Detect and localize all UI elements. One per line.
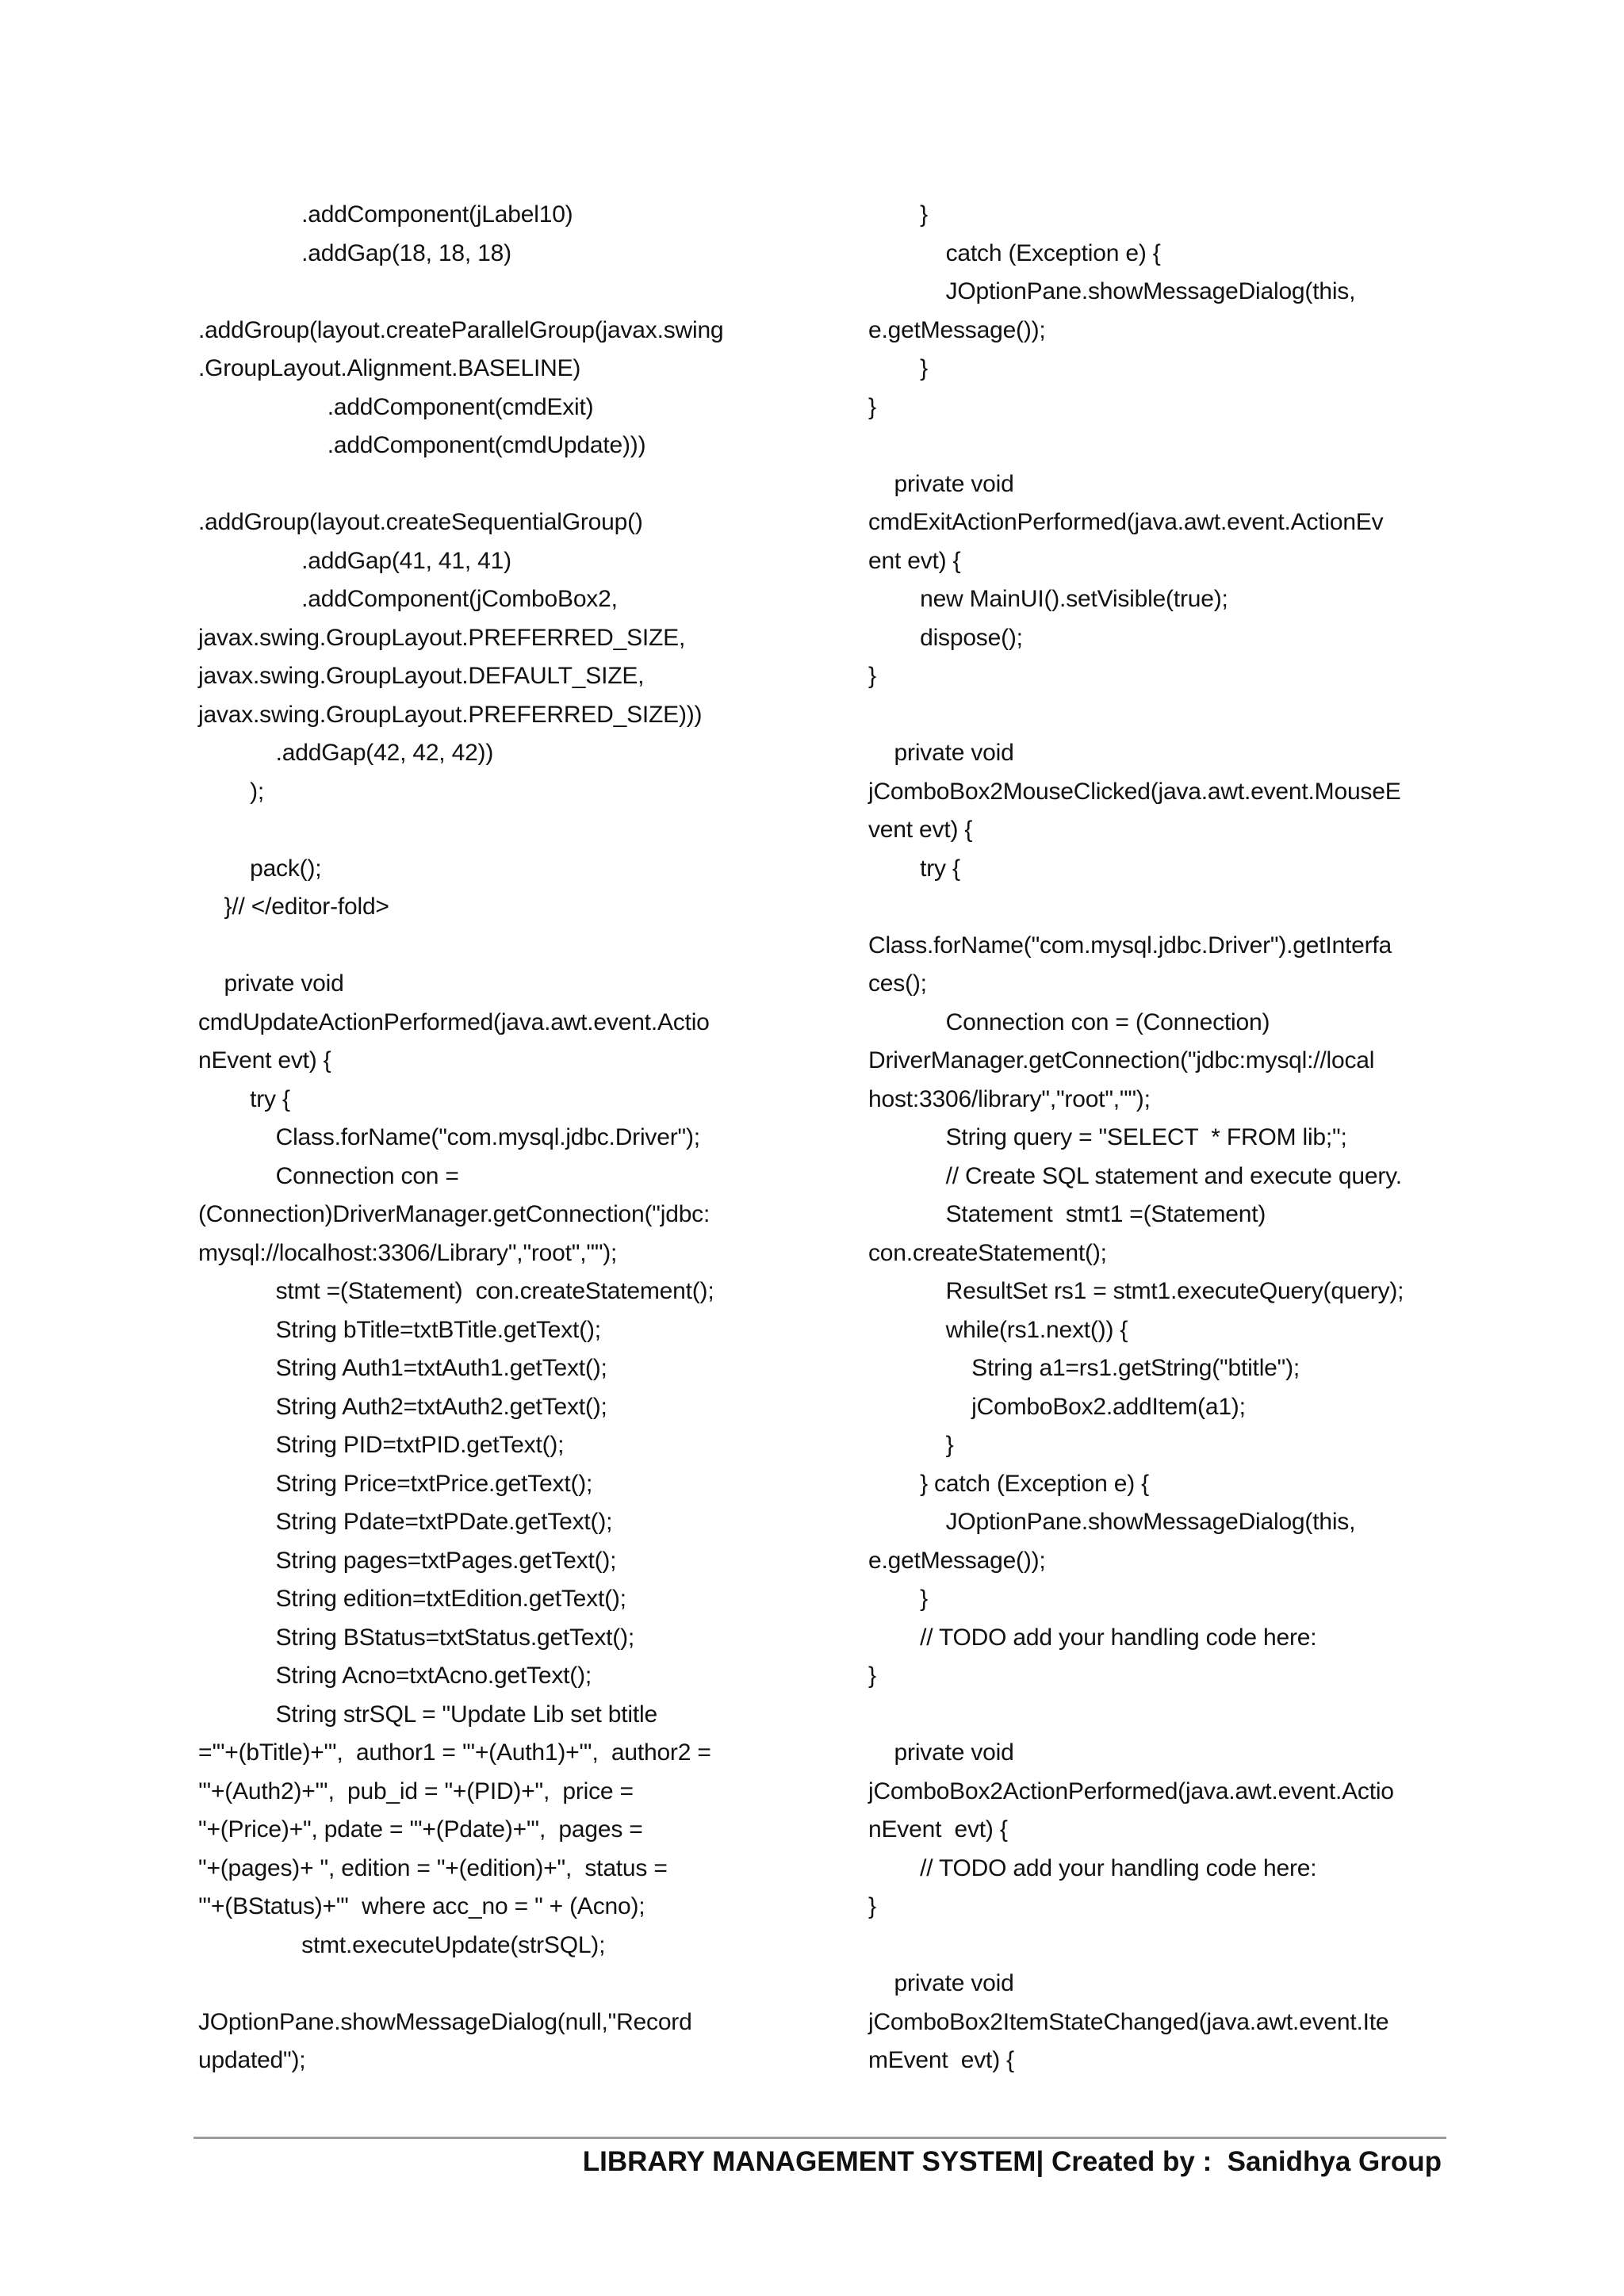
code-line <box>198 927 785 966</box>
code-line <box>198 273 785 312</box>
code-line: Connection con = <box>198 1162 459 1189</box>
code-line: updated"); <box>198 2047 306 2073</box>
code-line: .addGroup(layout.createSequentialGroup() <box>198 509 643 535</box>
code-line: private void <box>868 1970 1014 1996</box>
code-line: pack(); <box>198 855 322 882</box>
code-line: } <box>868 1893 876 1919</box>
code-line: } <box>868 393 876 420</box>
code-line: stmt.executeUpdate(strSQL); <box>198 1931 606 1958</box>
code-line: } catch (Exception e) { <box>868 1470 1149 1497</box>
code-line <box>868 888 1455 927</box>
code-line: String Auth1=txtAuth1.getText(); <box>198 1355 607 1381</box>
code-line: .addComponent(jComboBox2, <box>198 586 618 612</box>
code-line: } <box>868 663 876 689</box>
code-line <box>198 1965 785 2003</box>
code-line: cmdUpdateActionPerformed(java.awt.event.Actio <box>198 1008 710 1035</box>
code-line: ='"+(bTitle)+"', author1 = '"+(Auth1)+"', author2 = <box>198 1739 711 1766</box>
code-line: e.getMessage()); <box>868 1547 1046 1574</box>
code-line: } <box>868 1586 928 1612</box>
code-line: .addGroup(layout.createParallelGroup(javax.swing <box>198 316 724 343</box>
code-line: String PID=txtPID.getText(); <box>198 1432 565 1458</box>
code-line: Class.forName("com.mysql.jdbc.Driver").getInterfa <box>868 932 1392 959</box>
code-line: } <box>868 355 928 381</box>
code-line: } <box>868 1663 876 1689</box>
code-line: host:3306/library","root",""); <box>868 1085 1151 1112</box>
code-line: vent evt) { <box>868 817 973 843</box>
code-line: con.createStatement(); <box>868 1239 1107 1266</box>
code-line: String BStatus=txtStatus.getText(); <box>198 1624 634 1651</box>
code-line: String bTitle=txtBTitle.getText(); <box>198 1316 601 1343</box>
code-line <box>198 465 785 504</box>
code-line: }// </editor-fold> <box>198 894 389 920</box>
code-column-right <box>868 196 1455 2080</box>
code-line: nEvent evt) { <box>868 1816 1008 1843</box>
code-line: jComboBox2ActionPerformed(java.awt.event.Actio <box>868 1777 1394 1804</box>
code-line: javax.swing.GroupLayout.DEFAULT_SIZE, <box>198 663 645 689</box>
code-line: cmdExitActionPerformed(java.awt.event.ActionEv <box>868 509 1384 535</box>
code-line: .addGap(42, 42, 42)) <box>198 740 494 766</box>
code-line: ces(); <box>868 970 927 997</box>
code-line: ); <box>198 778 265 805</box>
code-line: JOptionPane.showMessageDialog(this, <box>868 278 1356 304</box>
code-line: // TODO add your handling code here: <box>868 1624 1317 1651</box>
code-column-left <box>198 196 785 2080</box>
code-line: .addGap(18, 18, 18) <box>198 239 511 266</box>
code-line: jComboBox2.addItem(a1); <box>868 1393 1246 1420</box>
code-line: String a1=rs1.getString("btitle"); <box>868 1355 1300 1381</box>
code-line: dispose(); <box>868 624 1023 651</box>
code-line: jComboBox2MouseClicked(java.awt.event.MouseE <box>868 778 1401 805</box>
code-line: mEvent evt) { <box>868 2047 1014 2073</box>
code-line: String strSQL = "Update Lib set btitle <box>198 1701 657 1728</box>
code-line: while(rs1.next()) { <box>868 1316 1128 1343</box>
code-line: Statement stmt1 =(Statement) <box>868 1201 1266 1227</box>
code-line: private void <box>198 970 344 997</box>
code-line: .addComponent(jLabel10) <box>198 201 573 228</box>
code-line: String query = "SELECT * FROM lib;"; <box>868 1124 1347 1150</box>
code-line: String Pdate=txtPDate.getText(); <box>198 1509 613 1535</box>
code-line <box>868 696 1455 735</box>
code-line: ent evt) { <box>868 547 961 574</box>
code-line: mysql://localhost:3306/Library","root",""); <box>198 1239 618 1266</box>
footer-divider <box>193 2137 1446 2139</box>
code-line: private void <box>868 740 1014 766</box>
code-line: try { <box>198 1085 290 1112</box>
code-line: String pages=txtPages.getText(); <box>198 1547 617 1574</box>
code-line: String Auth2=txtAuth2.getText(); <box>198 1393 607 1420</box>
code-line: String Price=txtPrice.getText(); <box>198 1470 593 1497</box>
code-line: .addComponent(cmdUpdate))) <box>198 432 646 458</box>
code-line: String Acno=txtAcno.getText(); <box>198 1663 592 1689</box>
code-line: try { <box>868 855 960 882</box>
code-line <box>868 427 1455 465</box>
code-line <box>868 1927 1455 1965</box>
code-line: } <box>868 1432 954 1458</box>
code-line: '"+(Auth2)+"', pub_id = "+(PID)+", price = <box>198 1777 634 1804</box>
code-line: stmt =(Statement) con.createStatement(); <box>198 1278 714 1304</box>
code-line: (Connection)DriverManager.getConnection("jdbc: <box>198 1201 710 1227</box>
code-line: .addGap(41, 41, 41) <box>198 547 511 574</box>
code-line: JOptionPane.showMessageDialog(this, <box>868 1509 1356 1535</box>
code-line: catch (Exception e) { <box>868 239 1161 266</box>
code-line: // Create SQL statement and execute query. <box>868 1162 1402 1189</box>
code-line: nEvent evt) { <box>198 1047 331 1073</box>
code-line <box>868 1696 1455 1735</box>
code-line: new MainUI().setVisible(true); <box>868 586 1228 612</box>
code-line: javax.swing.GroupLayout.PREFERRED_SIZE, <box>198 624 686 651</box>
code-line: e.getMessage()); <box>868 316 1046 343</box>
code-line: "+(Price)+", pdate = '"+(Pdate)+"', pages = <box>198 1816 643 1843</box>
code-line: private void <box>868 1739 1014 1766</box>
code-line: "+(pages)+ ", edition = "+(edition)+", status = <box>198 1854 668 1881</box>
code-line: jComboBox2ItemStateChanged(java.awt.event.Ite <box>868 2008 1389 2035</box>
code-line: Connection con = (Connection) <box>868 1008 1270 1035</box>
code-line: .addComponent(cmdExit) <box>198 393 594 420</box>
footer-title: LIBRARY MANAGEMENT SYSTEM| Created by : Sanidhya Group <box>582 2146 1442 2177</box>
code-line: .GroupLayout.Alignment.BASELINE) <box>198 355 581 381</box>
code-line: '"+(BStatus)+"' where acc_no = " + (Acno); <box>198 1893 645 1919</box>
code-line: private void <box>868 470 1014 497</box>
code-line: Class.forName("com.mysql.jdbc.Driver"); <box>198 1124 700 1150</box>
code-line: ResultSet rs1 = stmt1.executeQuery(query); <box>868 1278 1404 1304</box>
code-line: String edition=txtEdition.getText(); <box>198 1586 626 1612</box>
code-line: } <box>868 201 928 228</box>
code-line: // TODO add your handling code here: <box>868 1854 1317 1881</box>
code-line <box>198 811 785 850</box>
code-line: JOptionPane.showMessageDialog(null,"Record <box>198 2008 692 2035</box>
code-line: DriverManager.getConnection("jdbc:mysql://local <box>868 1047 1375 1073</box>
code-line: javax.swing.GroupLayout.PREFERRED_SIZE))) <box>198 701 703 728</box>
